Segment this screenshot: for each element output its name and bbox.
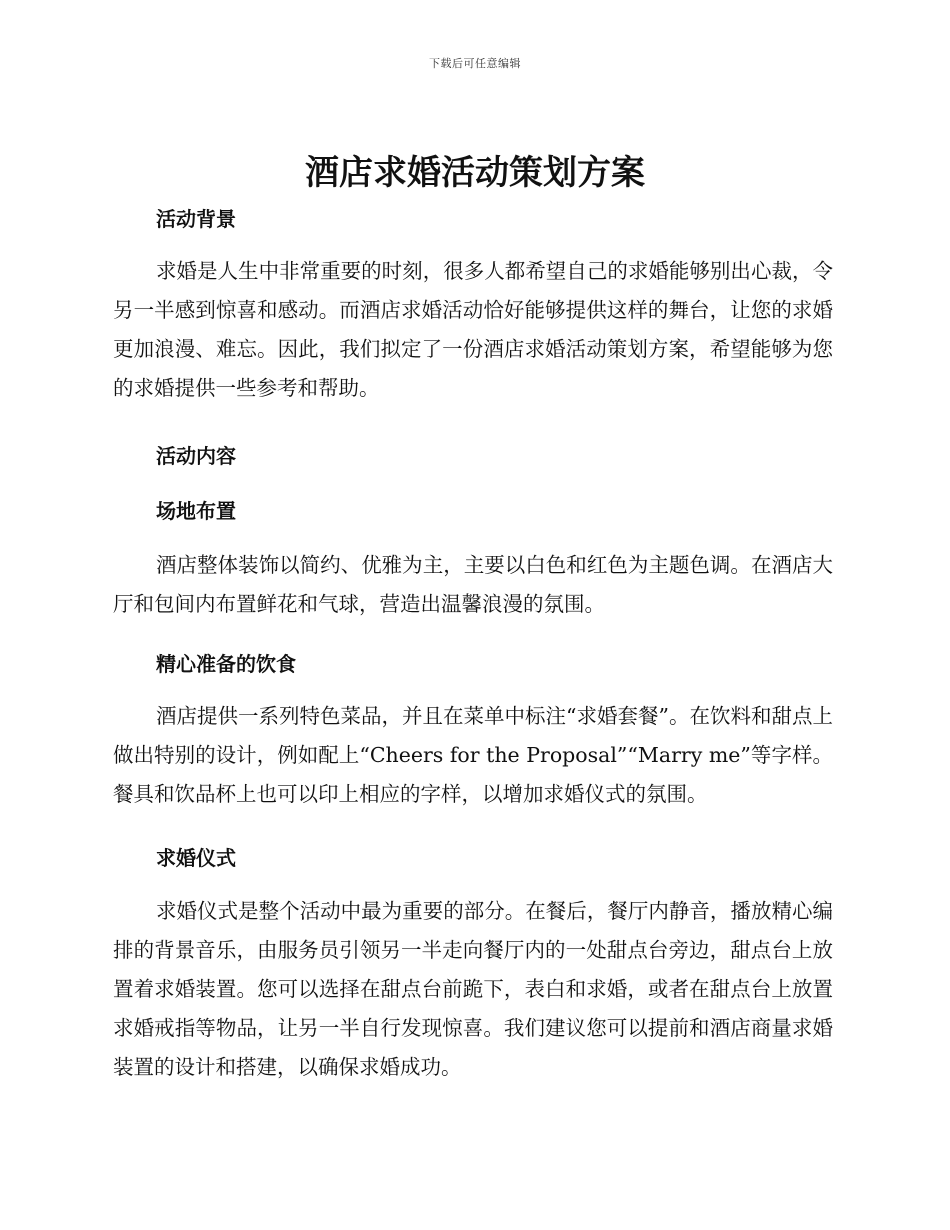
page-header-note: 下载后可任意编辑 bbox=[429, 57, 521, 70]
section-text-venue: 酒店整体装饰以简约、优雅为主，主要以白色和红色为主题色调。在酒店大厅和包间内布置鲜花和气球，营造出温馨浪漫的氛围。 bbox=[113, 553, 833, 616]
section-heading-content: 活动内容 bbox=[156, 444, 236, 468]
section-text-food: 酒店提供一系列特色菜品，并且在菜单中标注“求婚套餐”。在饮料和甜点上做出特别的设计，例如配上“Cheers for the Proposal”“Marry me”等字样。餐具和饮品杯上也可以印上相应的字样，以增加求婚仪式的氛围。 bbox=[113, 704, 833, 806]
section-heading-food: 精心准备的饮食 bbox=[156, 652, 296, 676]
section-heading-background: 活动背景 bbox=[156, 207, 236, 231]
section-heading-venue: 场地布置 bbox=[156, 499, 236, 523]
section-text-ceremony: 求婚仪式是整个活动中最为重要的部分。在餐后，餐厅内静音，播放精心编排的背景音乐，由服务员引领另一半走向餐厅内的一处甜点台旁边，甜点台上放置着求婚装置。您可以选择在甜点台前跪下，表白和求婚，或者在甜点台上放置求婚戒指等物品，让另一半自行发现惊喜。我们建议您可以提前和酒店商量求婚装置的设计和搭建，以确保求婚成功。 bbox=[113, 899, 833, 1079]
section-heading-ceremony: 求婚仪式 bbox=[156, 846, 236, 870]
section-text-background: 求婚是人生中非常重要的时刻，很多人都希望自己的求婚能够别出心裁，令另一半感到惊喜和感动。而酒店求婚活动恰好能够提供这样的舞台，让您的求婚更加浪漫、难忘。因此，我们拟定了一份酒店求婚活动策划方案，希望能够为您的求婚提供一些参考和帮助。 bbox=[113, 259, 833, 400]
document-title: 酒店求婚活动策划方案 bbox=[305, 153, 645, 193]
